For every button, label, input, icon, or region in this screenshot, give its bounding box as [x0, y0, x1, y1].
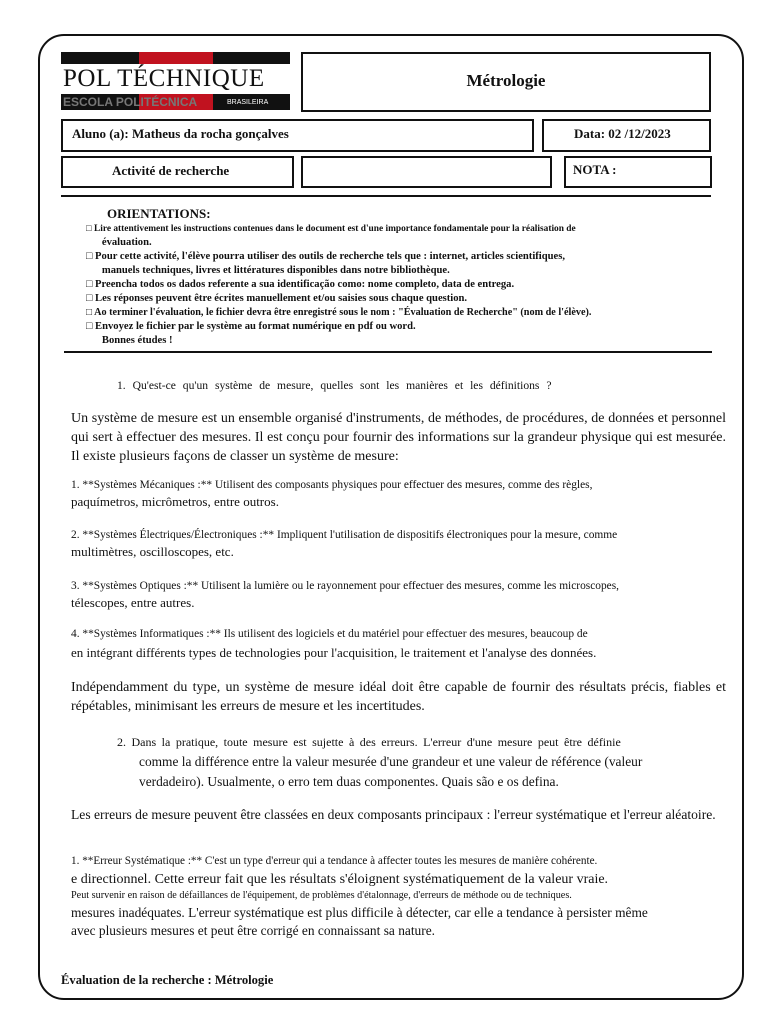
- orientation-item: □ Les réponses peuvent être écrites manuellement et/ou saisies sous chaque question.: [86, 293, 468, 304]
- q1-item-4-cont: en intégrant différents types de technologies pour l'acquisition, le traitement et l'analyse des données.: [71, 645, 597, 660]
- orientation-item: évaluation.: [86, 237, 152, 248]
- q1-item-3: 3. **Systèmes Optiques :** Utilisent la lumière ou le rayonnement pour effectuer des mesures, comme les microscopes,: [71, 580, 619, 592]
- activity-label: Activité de recherche: [112, 163, 230, 178]
- divider-top: [61, 195, 711, 197]
- orientation-item: □ Preencha todos os dados referente a sua identificação como: nome completo, data de entrega.: [86, 279, 515, 290]
- school-logo: [61, 52, 290, 110]
- orientation-item: □ Ao terminer l'évaluation, le fichier devra être enregistré sous le nom : "Évaluation de Recherche" (nom de l'élève).: [86, 307, 592, 318]
- q2-item-1: 1. **Erreur Systématique :** C'est un type d'erreur qui a tendance à affecter toutes les mesures de manière cohérente.: [71, 855, 598, 867]
- q1-item-2-cont: multimètres, oscilloscopes, etc.: [71, 544, 234, 559]
- question-2-line-1: 2. Dans la pratique, toute mesure est sujette à des erreurs. L'erreur d'une mesure peut être définie: [117, 735, 621, 749]
- subject-box: [301, 52, 711, 112]
- logo-country: BRASILEIRA: [227, 99, 269, 106]
- orientation-item: □ Pour cette activité, l'élève pourra utiliser des outils de recherche tels que : internet, articles scientifiques,: [86, 251, 565, 262]
- date-text: Data: 02 /12/2023: [574, 126, 671, 141]
- question-1: 1. Qu'est-ce qu'un système de mesure, quelles sont les manières et les définitions ?: [117, 379, 552, 392]
- grade-field[interactable]: [564, 156, 712, 188]
- q1-item-1: 1. **Systèmes Mécaniques :** Utilisent des composants physiques pour effectuer des mesures, comme des règles,: [71, 479, 593, 491]
- footer-title: Évaluation de la recherche : Métrologie: [61, 973, 274, 987]
- logo-text: POL TÉCHNIQUE: [63, 65, 265, 92]
- logo-subtitle: ESCOLA POLITÉCNICA: [63, 95, 198, 109]
- question-2-line-3: verdadeiro). Usualmente, o erro tem duas componentes. Quais são e os defina.: [139, 774, 559, 789]
- q2-item-1-cont: Peut survenir en raison de défaillances de l'équipement, de problèmes d'étalonnage, d'erreurs de méthode ou de techniques.: [71, 890, 572, 901]
- grade-label: NOTA :: [573, 162, 617, 177]
- question-2-line-2: comme la différence entre la valeur mesurée d'une grandeur et une valeur de référence (valeur: [139, 754, 643, 769]
- blank-field[interactable]: [301, 156, 552, 188]
- student-name: Aluno (a): Matheus da rocha gonçalves: [72, 126, 289, 141]
- q1-item-3-cont: télescopes, entre autres.: [71, 595, 195, 610]
- orientation-item: □ Lire attentivement les instructions contenues dans le document est d'une importance fondamentale pour la réalisation de: [86, 224, 576, 234]
- orientation-item: manuels techniques, livres et littératures disponibles dans notre bibliothèque.: [86, 265, 450, 276]
- q2-item-1-cont: avec plusieurs mesures et peut être corrigé en connaissant sa nature.: [71, 923, 436, 938]
- q1-item-4: 4. **Systèmes Informatiques :** Ils utilisent des logiciels et du matériel pour effectuer des mesures, beaucoup de: [71, 628, 588, 640]
- activity-box: [61, 156, 294, 188]
- q1-intro: Un système de mesure est un ensemble organisé d'instruments, de méthodes, de procédures, de données et personnel qui sert à effectuer des mesures. Il est conçu pour fournir des informations sur la grandeur physique qui est mesurée. Il existe plusieurs façons de classer un système de mesure:: [71, 411, 726, 464]
- q1-item-1-cont: paquímetros, micrômetros, entre outros.: [71, 494, 279, 509]
- divider-orientations: [64, 351, 712, 353]
- q2-intro: Les erreurs de mesure peuvent être classées en deux composants principaux : l'erreur systématique et l'erreur aléatoire.: [71, 807, 716, 822]
- q2-item-1-cont: e directionnel. Cette erreur fait que les résultats s'éloignent systématiquement de la valeur vraie.: [71, 872, 609, 887]
- q1-item-2: 2. **Systèmes Électriques/Électroniques :** Impliquent l'utilisation de dispositifs électroniques pour la mesure, comme: [71, 529, 618, 541]
- orientations-title: ORIENTATIONS:: [107, 206, 211, 221]
- subject-title: Métrologie: [466, 71, 546, 90]
- orientation-item: □ Envoyez le fichier par le système au format numérique en pdf ou word.: [86, 321, 416, 332]
- q1-conclusion: Indépendamment du type, un système de mesure idéal doit être capable de fournir des résultats précis, fiables et répétables, minimisant les erreurs de mesure et les incertitudes.: [71, 680, 726, 714]
- orientation-item: Bonnes études !: [86, 335, 173, 346]
- q2-item-1-cont: mesures inadéquates. L'erreur systématique est plus difficile à détecter, car elle a tendance à persister même: [71, 905, 648, 920]
- student-field[interactable]: [61, 119, 534, 152]
- date-field[interactable]: [542, 119, 711, 152]
